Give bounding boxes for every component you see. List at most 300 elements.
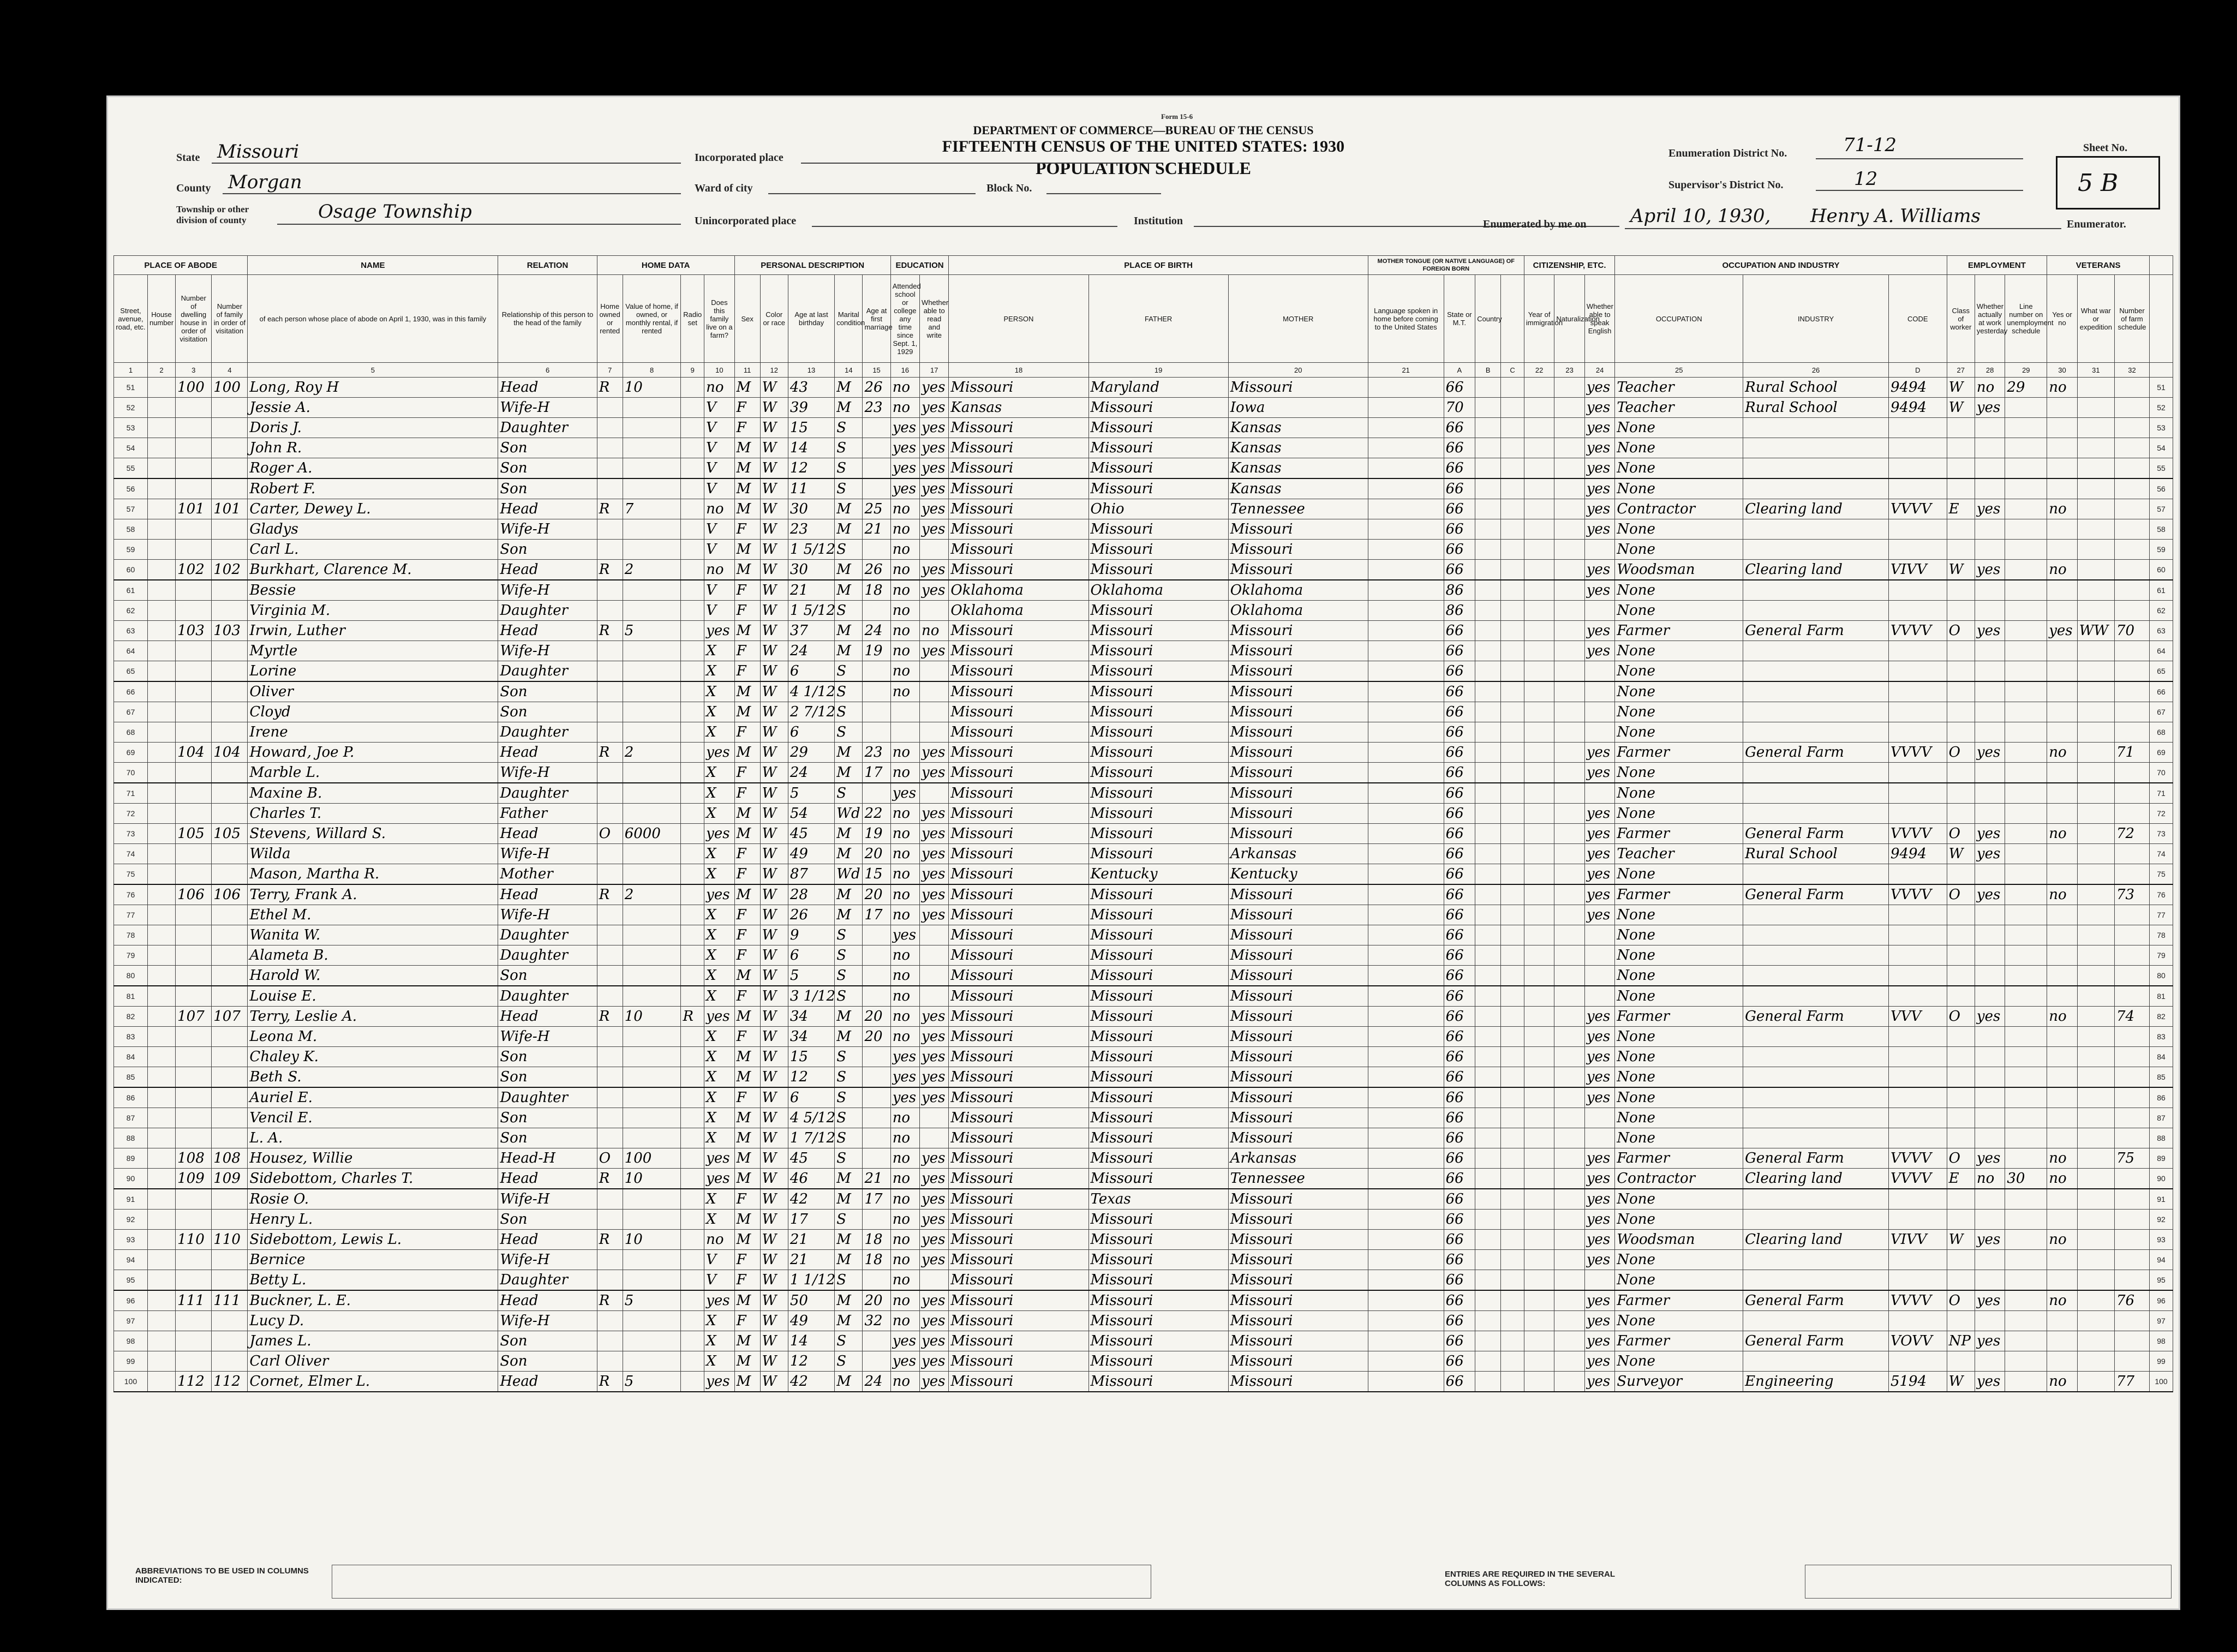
home-tenure <box>597 519 623 540</box>
war <box>2077 925 2114 945</box>
read-write: yes <box>920 824 949 844</box>
class-of-worker: W <box>1947 1230 1975 1250</box>
race: W <box>760 621 788 641</box>
house-number <box>147 1290 175 1311</box>
naturalization <box>1554 1087 1584 1108</box>
birthplace-person: Missouri <box>949 1027 1088 1047</box>
immigration-year <box>1524 884 1554 905</box>
person-name: Harold W. <box>248 966 498 986</box>
birthplace-father: Missouri <box>1088 1250 1228 1270</box>
sex: M <box>734 458 760 479</box>
family-number <box>212 681 248 702</box>
line-number: 82 <box>114 1007 148 1027</box>
table-row <box>114 621 2173 641</box>
immigration-year <box>1524 1351 1554 1372</box>
farm-schedule <box>2115 945 2150 966</box>
age: 21 <box>788 580 834 601</box>
age-at-marriage <box>863 438 890 458</box>
unemployment-line <box>2005 519 2047 540</box>
veteran <box>2047 763 2077 783</box>
speaks-english <box>1584 783 1615 804</box>
person-name: Mason, Martha R. <box>248 864 498 885</box>
war <box>2077 661 2114 682</box>
industry <box>1743 722 1889 743</box>
column-number: 26 <box>1743 363 1889 378</box>
code-b <box>1475 438 1501 458</box>
sex: M <box>734 743 760 763</box>
home-tenure: R <box>597 621 623 641</box>
occupation-code <box>1888 1108 1947 1128</box>
code-c <box>1501 1331 1524 1351</box>
unemployment-line <box>2005 1027 2047 1047</box>
occupation-code: VIVV <box>1888 560 1947 580</box>
war <box>2077 641 2114 661</box>
column-number: 22 <box>1524 363 1554 378</box>
farm-schedule <box>2115 1047 2150 1067</box>
code-c <box>1501 398 1524 418</box>
age: 12 <box>788 1067 834 1088</box>
birthplace-person: Missouri <box>949 1007 1088 1027</box>
farm: X <box>704 1128 735 1148</box>
read-write: yes <box>920 1331 949 1351</box>
line-number-right: 73 <box>2150 824 2173 844</box>
line-number-right: 84 <box>2150 1047 2173 1067</box>
war <box>2077 580 2114 601</box>
birthplace-person: Missouri <box>949 1067 1088 1088</box>
table-row <box>114 945 2173 966</box>
person-name: Vencil E. <box>248 1108 498 1128</box>
line-number-right: 69 <box>2150 743 2173 763</box>
school: yes <box>890 418 919 438</box>
farm-schedule <box>2115 540 2150 560</box>
birthplace-father: Oklahoma <box>1088 580 1228 601</box>
code-b <box>1475 844 1501 864</box>
age: 37 <box>788 621 834 641</box>
code-c <box>1501 641 1524 661</box>
relation: Wife-H <box>498 844 597 864</box>
home-tenure <box>597 601 623 621</box>
age: 6 <box>788 1087 834 1108</box>
code-b <box>1475 925 1501 945</box>
read-write: yes <box>920 1351 949 1372</box>
race: W <box>760 1290 788 1311</box>
farm-schedule <box>2115 905 2150 925</box>
read-write: yes <box>920 1047 949 1067</box>
marital-status: M <box>835 1250 863 1270</box>
person-name: Betty L. <box>248 1270 498 1291</box>
sex: F <box>734 905 760 925</box>
race: W <box>760 864 788 885</box>
birthplace-person: Missouri <box>949 884 1088 905</box>
read-write <box>920 783 949 804</box>
occupation: None <box>1615 986 1743 1007</box>
code-c <box>1501 499 1524 519</box>
home-value <box>623 418 681 438</box>
speaks-english: yes <box>1584 1311 1615 1331</box>
industry <box>1743 702 1889 722</box>
sex: F <box>734 864 760 885</box>
naturalization <box>1554 458 1584 479</box>
school: yes <box>890 925 919 945</box>
unemployment-line <box>2005 621 2047 641</box>
industry: Clearing land <box>1743 499 1889 519</box>
farm: X <box>704 804 735 824</box>
read-write <box>920 945 949 966</box>
house-number <box>147 499 175 519</box>
school: no <box>890 1027 919 1047</box>
person-name: Bessie <box>248 580 498 601</box>
home-value <box>623 1128 681 1148</box>
school: no <box>890 1372 919 1392</box>
family-number: 112 <box>212 1372 248 1392</box>
age: 1 1/12 <box>788 1270 834 1291</box>
age-at-marriage: 20 <box>863 844 890 864</box>
column-number: C <box>1501 363 1524 378</box>
naturalization <box>1554 540 1584 560</box>
code-c <box>1501 1351 1524 1372</box>
race: W <box>760 1007 788 1027</box>
mother-tongue <box>1368 1210 1444 1230</box>
sex: F <box>734 641 760 661</box>
table-row <box>114 1270 2173 1291</box>
race: W <box>760 560 788 580</box>
line-number-right: 77 <box>2150 905 2173 925</box>
dwelling-number <box>176 986 212 1007</box>
read-write: yes <box>920 378 949 398</box>
home-tenure <box>597 702 623 722</box>
read-write: yes <box>920 1250 949 1270</box>
race: W <box>760 1270 788 1291</box>
group-occupation: OCCUPATION AND INDUSTRY <box>1615 256 1947 275</box>
person-name: Oliver <box>248 681 498 702</box>
veteran <box>2047 661 2077 682</box>
home-value: 2 <box>623 743 681 763</box>
group-place-of-abode: PLACE OF ABODE <box>114 256 248 275</box>
home-value <box>623 844 681 864</box>
race: W <box>760 1311 788 1331</box>
marital-status: S <box>835 458 863 479</box>
farm: yes <box>704 884 735 905</box>
birthplace-person: Missouri <box>949 1148 1088 1169</box>
immigration-year <box>1524 681 1554 702</box>
line-number-right: 68 <box>2150 722 2173 743</box>
industry: Engineering <box>1743 1372 1889 1392</box>
immigration-year <box>1524 1270 1554 1291</box>
age-at-marriage: 17 <box>863 905 890 925</box>
relation: Son <box>498 540 597 560</box>
class-of-worker <box>1947 864 1975 885</box>
age-at-marriage <box>863 966 890 986</box>
code-a: 66 <box>1444 783 1475 804</box>
war <box>2077 1169 2114 1189</box>
farm: V <box>704 540 735 560</box>
immigration-year <box>1524 641 1554 661</box>
radio-set <box>681 540 704 560</box>
column-number: 3 <box>176 363 212 378</box>
farm: yes <box>704 743 735 763</box>
code-a: 66 <box>1444 499 1475 519</box>
relation: Son <box>498 478 597 499</box>
farm-schedule <box>2115 1108 2150 1128</box>
farm-schedule <box>2115 986 2150 1007</box>
birthplace-father: Missouri <box>1088 743 1228 763</box>
unemployment-line <box>2005 1148 2047 1169</box>
at-work: no <box>1975 1169 2005 1189</box>
war <box>2077 560 2114 580</box>
read-write <box>920 986 949 1007</box>
race: W <box>760 925 788 945</box>
dwelling-number: 106 <box>176 884 212 905</box>
home-tenure <box>597 1047 623 1067</box>
schedule-title: POPULATION SCHEDULE <box>1035 158 1251 178</box>
school: no <box>890 864 919 885</box>
home-tenure <box>597 661 623 682</box>
race: W <box>760 1372 788 1392</box>
dwelling-number <box>176 1189 212 1210</box>
marital-status: M <box>835 1169 863 1189</box>
farm-schedule <box>2115 601 2150 621</box>
farm: X <box>704 702 735 722</box>
age: 2 7/12 <box>788 702 834 722</box>
person-name: Jessie A. <box>248 398 498 418</box>
marital-status: S <box>835 478 863 499</box>
speaks-english: yes <box>1584 1087 1615 1108</box>
naturalization <box>1554 418 1584 438</box>
marital-status: S <box>835 438 863 458</box>
immigration-year <box>1524 458 1554 479</box>
naturalization <box>1554 702 1584 722</box>
table-row <box>114 986 2173 1007</box>
at-work <box>1975 966 2005 986</box>
house-number <box>147 1270 175 1291</box>
sex: M <box>734 378 760 398</box>
farm: X <box>704 844 735 864</box>
industry <box>1743 681 1889 702</box>
dwelling-number: 101 <box>176 499 212 519</box>
col-marital: Marital condition <box>835 275 863 363</box>
farm-schedule <box>2115 783 2150 804</box>
age-at-marriage <box>863 1148 890 1169</box>
table-row <box>114 783 2173 804</box>
house-number <box>147 1250 175 1270</box>
age: 54 <box>788 804 834 824</box>
birthplace-father: Missouri <box>1088 458 1228 479</box>
mother-tongue <box>1368 1189 1444 1210</box>
war: WW <box>2077 621 2114 641</box>
birthplace-person: Missouri <box>949 1290 1088 1311</box>
race: W <box>760 418 788 438</box>
veteran: no <box>2047 824 2077 844</box>
farm-schedule <box>2115 844 2150 864</box>
class-of-worker <box>1947 661 1975 682</box>
race: W <box>760 722 788 743</box>
home-value: 10 <box>623 1169 681 1189</box>
table-row <box>114 418 2173 438</box>
farm-schedule <box>2115 1311 2150 1331</box>
age: 11 <box>788 478 834 499</box>
relation: Daughter <box>498 601 597 621</box>
sheet-value: 5 B <box>2078 169 2119 197</box>
line-number: 97 <box>114 1311 148 1331</box>
unemployment-line <box>2005 1351 2047 1372</box>
farm: X <box>704 681 735 702</box>
occupation-code <box>1888 763 1947 783</box>
veteran <box>2047 398 2077 418</box>
occupation: None <box>1615 763 1743 783</box>
person-name: Lorine <box>248 661 498 682</box>
school: no <box>890 560 919 580</box>
family-number: 103 <box>212 621 248 641</box>
line-number: 79 <box>114 945 148 966</box>
line-number-right: 76 <box>2150 884 2173 905</box>
enumerator-label: Enumerator. <box>2067 218 2126 230</box>
at-work <box>1975 722 2005 743</box>
occupation-code: VVV <box>1888 1007 1947 1027</box>
code-c <box>1501 1047 1524 1067</box>
table-row <box>114 824 2173 844</box>
war <box>2077 884 2114 905</box>
radio-set <box>681 763 704 783</box>
relation: Father <box>498 804 597 824</box>
class-of-worker: W <box>1947 560 1975 580</box>
home-value <box>623 540 681 560</box>
class-of-worker: W <box>1947 844 1975 864</box>
birthplace-mother: Missouri <box>1228 1372 1368 1392</box>
birthplace-mother: Missouri <box>1228 1087 1368 1108</box>
code-a: 70 <box>1444 398 1475 418</box>
race: W <box>760 398 788 418</box>
birthplace-person: Missouri <box>949 783 1088 804</box>
dwelling-number: 102 <box>176 560 212 580</box>
farm: X <box>704 1027 735 1047</box>
radio-set <box>681 1270 704 1291</box>
farm-schedule <box>2115 1027 2150 1047</box>
home-tenure: R <box>597 378 623 398</box>
code-a: 66 <box>1444 884 1475 905</box>
industry <box>1743 1189 1889 1210</box>
occupation: Contractor <box>1615 1169 1743 1189</box>
immigration-year <box>1524 966 1554 986</box>
group-citizenship: CITIZENSHIP, ETC. <box>1524 256 1614 275</box>
home-tenure <box>597 1210 623 1230</box>
farm-schedule <box>2115 702 2150 722</box>
at-work <box>1975 1270 2005 1291</box>
birthplace-person: Missouri <box>949 661 1088 682</box>
radio-set: R <box>681 1007 704 1027</box>
farm-schedule <box>2115 519 2150 540</box>
code-c <box>1501 702 1524 722</box>
col-code-b: Country <box>1475 275 1501 363</box>
column-number: 15 <box>863 363 890 378</box>
group-personal-description: PERSONAL DESCRIPTION <box>734 256 890 275</box>
read-write: yes <box>920 1027 949 1047</box>
birthplace-mother: Missouri <box>1228 621 1368 641</box>
farm: X <box>704 905 735 925</box>
code-a: 66 <box>1444 1351 1475 1372</box>
birthplace-mother: Missouri <box>1228 763 1368 783</box>
home-tenure <box>597 1067 623 1088</box>
class-of-worker <box>1947 1128 1975 1148</box>
age-at-marriage: 26 <box>863 378 890 398</box>
occupation: None <box>1615 864 1743 885</box>
line-number-right: 89 <box>2150 1148 2173 1169</box>
marital-status: M <box>835 824 863 844</box>
house-number <box>147 458 175 479</box>
birthplace-father: Missouri <box>1088 621 1228 641</box>
table-row <box>114 743 2173 763</box>
table-row <box>114 763 2173 783</box>
family-number <box>212 458 248 479</box>
war <box>2077 438 2114 458</box>
code-a: 66 <box>1444 641 1475 661</box>
at-work: yes <box>1975 884 2005 905</box>
family-number <box>212 783 248 804</box>
code-c <box>1501 1027 1524 1047</box>
industry: General Farm <box>1743 1290 1889 1311</box>
naturalization <box>1554 1331 1584 1351</box>
sex: M <box>734 681 760 702</box>
marital-status: S <box>835 1108 863 1128</box>
person-name: Beth S. <box>248 1067 498 1088</box>
column-number: 10 <box>704 363 735 378</box>
line-number: 54 <box>114 438 148 458</box>
county-label: County <box>176 182 211 194</box>
col-race: Color or race <box>760 275 788 363</box>
dwelling-number: 110 <box>176 1230 212 1250</box>
school: no <box>890 540 919 560</box>
family-number <box>212 1270 248 1291</box>
age: 50 <box>788 1290 834 1311</box>
family-number: 107 <box>212 1007 248 1027</box>
birthplace-person: Missouri <box>949 966 1088 986</box>
code-a: 66 <box>1444 1087 1475 1108</box>
age: 42 <box>788 1189 834 1210</box>
sex: M <box>734 438 760 458</box>
county-value: Morgan <box>228 171 302 193</box>
enum-district-line <box>1816 158 2023 159</box>
occupation: None <box>1615 438 1743 458</box>
family-number <box>212 1331 248 1351</box>
line-number: 78 <box>114 925 148 945</box>
war <box>2077 540 2114 560</box>
farm-schedule <box>2115 1067 2150 1088</box>
radio-set <box>681 1047 704 1067</box>
race: W <box>760 702 788 722</box>
code-b <box>1475 601 1501 621</box>
occupation-code <box>1888 580 1947 601</box>
birthplace-person: Missouri <box>949 560 1088 580</box>
speaks-english <box>1584 966 1615 986</box>
farm-schedule <box>2115 418 2150 438</box>
veteran <box>2047 1087 2077 1108</box>
farm: X <box>704 1311 735 1331</box>
code-c <box>1501 560 1524 580</box>
speaks-english: yes <box>1584 1210 1615 1230</box>
table-row <box>114 1047 2173 1067</box>
home-tenure: R <box>597 1169 623 1189</box>
war <box>2077 986 2114 1007</box>
radio-set <box>681 681 704 702</box>
speaks-english <box>1584 986 1615 1007</box>
birthplace-mother: Kansas <box>1228 438 1368 458</box>
family-number: 104 <box>212 743 248 763</box>
at-work: yes <box>1975 560 2005 580</box>
occupation-code <box>1888 702 1947 722</box>
dwelling-number <box>176 1311 212 1331</box>
code-a: 66 <box>1444 966 1475 986</box>
line-number-right: 94 <box>2150 1250 2173 1270</box>
speaks-english <box>1584 1128 1615 1148</box>
